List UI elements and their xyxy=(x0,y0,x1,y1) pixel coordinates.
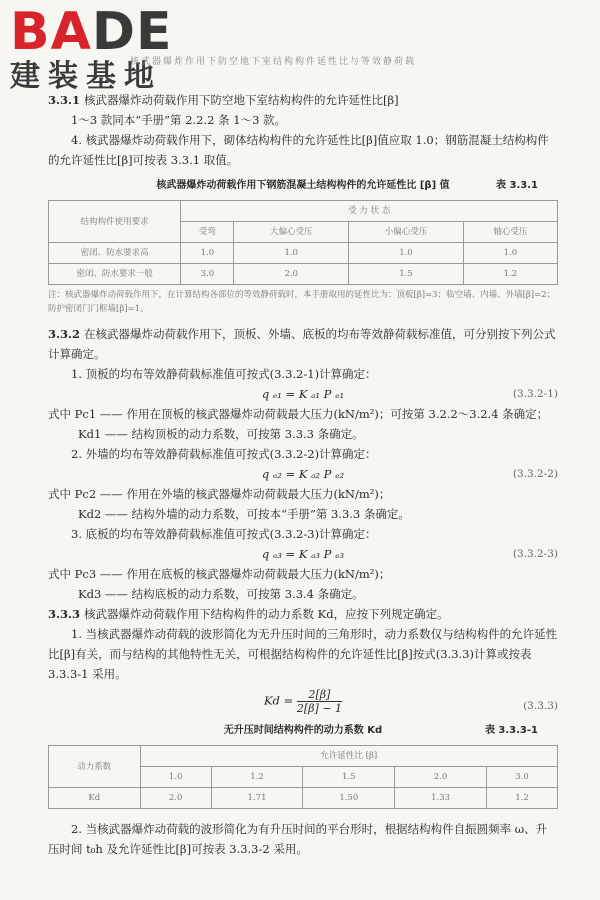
symbol-definition: Kd1 —— 结构顶板的动力系数，可按第 3.3.3 条确定。 xyxy=(78,427,364,441)
formula-fraction xyxy=(297,688,342,715)
table-3-3-1 xyxy=(48,200,558,285)
brand-logo xyxy=(10,2,173,94)
table-header: 1.5 xyxy=(303,767,395,788)
section-3-3-3 xyxy=(48,604,558,624)
table-cell: 1.0 xyxy=(181,243,234,264)
clause-paragraph-1: 1. 当核武器爆炸动荷载的波形简化为无升压时间的三角形时，动力系数仅与结构构件的允许延性比[β]有关，而与结构的其他特性无关，可根据结构构件的允许延性比[β]按式(3.3.3)计算或按表 3.3.3-1 采用。 xyxy=(48,627,558,681)
clause-paragraph-2: 2. 当核武器爆炸动荷载的波形简化为有升压时间的平台形时，根据结构构件自振圆频率 ω、升压时间 t₀h 及允许延性比[β]可按表 3.3.3-2 采用。 xyxy=(48,822,548,856)
equation-number: (3.3.2-1) xyxy=(512,388,558,400)
fraction-denominator: 2[β] − 1 xyxy=(296,702,343,715)
running-head: 核武器爆炸作用下防空地下室结构构件延性比与等效静荷载 xyxy=(130,57,417,67)
table-header: 大偏心受压 xyxy=(234,222,349,243)
table-header-group: 允许延性比 [β] xyxy=(140,746,557,767)
table-cell: 1.50 xyxy=(303,788,395,809)
table-header: 2.0 xyxy=(395,767,487,788)
table-note: 注：核武器爆炸动荷载作用下，在计算结构各部位的等效静荷载时，本手册取用的延性比为：顶板[β]=3；临空墙、内墙、外墙[β]=2；防护密闭门门框墙[β]=1。 xyxy=(48,290,556,314)
table-cell: 1.2 xyxy=(486,788,557,809)
formula-3-3-3 xyxy=(48,688,558,715)
section-intro: 核武器爆炸动荷载作用下结构构件的动力系数 Kd，应按下列规定确定。 xyxy=(84,607,449,621)
section-intro: 在核武器爆炸动荷载作用下，顶板、外墙、底板的均布等效静荷载标准值，可分别按下列公式计算确定。 xyxy=(48,327,556,361)
page-content xyxy=(48,90,558,859)
table-header: 1.0 xyxy=(140,767,211,788)
table-3-3-3-1-caption xyxy=(48,721,558,741)
table-row xyxy=(49,264,558,285)
table-header-group: 受 力 状 态 xyxy=(181,201,558,222)
table-header: 结构构件使用要求 xyxy=(49,201,181,243)
section-number: 3.3.2 xyxy=(48,327,81,341)
symbol-definition: Kd2 —— 结构外墙的动力系数，可按本“手册”第 3.3.3 条确定。 xyxy=(78,507,410,521)
section-number: 3.3.1 xyxy=(48,93,81,107)
table-title: 无升压时间结构构件的动力系数 Kd xyxy=(223,725,383,736)
table-header: 1.2 xyxy=(211,767,303,788)
table-cell: 1.0 xyxy=(234,243,349,264)
section-3-3-1 xyxy=(48,90,558,110)
section-3-3-2 xyxy=(48,324,558,364)
symbol-definition: 式中 Pc1 —— 作用在顶板的核武器爆炸动荷载最大压力(kN/m²)；可按第 3.2.2～3.2.4 条确定； xyxy=(48,407,549,421)
table-cell: 密闭、防水要求一般 xyxy=(49,264,181,285)
logo-red-part: BA xyxy=(10,2,92,62)
table-cell: 1.0 xyxy=(349,243,464,264)
table-cell: 1.2 xyxy=(463,264,557,285)
equation-number: (3.3.2-2) xyxy=(512,468,558,480)
formula-text: q ₑ₁ = K ₐ₁ P ₑ₁ xyxy=(261,387,345,401)
table-header: 动力系数 xyxy=(49,746,141,788)
table-cell: 密闭、防水要求高 xyxy=(49,243,181,264)
logo-wordmark xyxy=(10,2,173,62)
clause-item-4: 4. 核武器爆炸动荷载作用下，砌体结构构件的允许延性比[β]值应取 1.0；钢筋混凝土结构构件的允许延性比[β]可按表 3.3.1 取值。 xyxy=(48,133,549,167)
table-cell: Kd xyxy=(49,788,141,809)
table-cell: 2.0 xyxy=(234,264,349,285)
table-header: 3.0 xyxy=(486,767,557,788)
clause-item-3: 3. 底板的均布等效静荷载标准值可按式(3.3.2-3)计算确定： xyxy=(71,527,377,541)
table-header: 轴心受压 xyxy=(463,222,557,243)
symbol-definition: 式中 Pc3 —— 作用在底板的核武器爆炸动荷载最大压力(kN/m²)； xyxy=(48,567,391,581)
table-cell: 1.5 xyxy=(349,264,464,285)
table-header: 受弯 xyxy=(181,222,234,243)
table-header: 小偏心受压 xyxy=(349,222,464,243)
logo-dark-part: DE xyxy=(91,2,173,62)
symbol-definition: Kd3 —— 结构底板的动力系数，可按第 3.3.4 条确定。 xyxy=(78,587,364,601)
table-cell: 1.33 xyxy=(395,788,487,809)
formula-text: q ₑ₂ = K ₐ₂ P ₑ₂ xyxy=(261,467,345,481)
clause-item-2: 2. 外墙的均布等效静荷载标准值可按式(3.3.2-2)计算确定： xyxy=(71,447,377,461)
table-row xyxy=(49,788,558,809)
table-number: 表 3.3.3-1 xyxy=(484,725,538,736)
table-3-3-3-1 xyxy=(48,745,558,809)
table-3-3-1-caption xyxy=(48,176,558,196)
formula-3-3-2-3 xyxy=(48,544,558,564)
formula-3-3-2-2 xyxy=(48,464,558,484)
section-number: 3.3.3 xyxy=(48,607,81,621)
table-cell: 1.0 xyxy=(463,243,557,264)
fraction-numerator: 2[β] xyxy=(297,688,342,702)
equation-number: (3.3.2-3) xyxy=(512,548,558,560)
clause-item-1: 1～3 款同本“手册”第 2.2.2 条 1～3 款。 xyxy=(71,113,287,127)
table-title: 核武器爆炸动荷载作用下钢筋混凝土结构构件的允许延性比 [β] 值 xyxy=(156,180,450,191)
formula-3-3-2-1 xyxy=(48,384,558,404)
table-cell: 3.0 xyxy=(181,264,234,285)
table-number: 表 3.3.1 xyxy=(496,180,538,191)
table-cell: 2.0 xyxy=(140,788,211,809)
table-cell: 1.71 xyxy=(211,788,303,809)
logo-subtitle: 建装基地 xyxy=(10,59,162,94)
table-row xyxy=(49,243,558,264)
symbol-definition: 式中 Pc2 —— 作用在外墙的核武器爆炸动荷载最大压力(kN/m²)； xyxy=(48,487,391,501)
formula-text: q ₑ₃ = K ₐ₃ P ₑ₃ xyxy=(261,547,345,561)
section-title: 核武器爆炸动荷载作用下防空地下室结构构件的允许延性比[β] xyxy=(84,93,399,107)
equation-number: (3.3.3) xyxy=(523,700,558,712)
formula-lhs: Kd = xyxy=(263,693,294,708)
clause-item-1: 1. 顶板的均布等效静荷载标准值可按式(3.3.2-1)计算确定： xyxy=(71,367,377,381)
